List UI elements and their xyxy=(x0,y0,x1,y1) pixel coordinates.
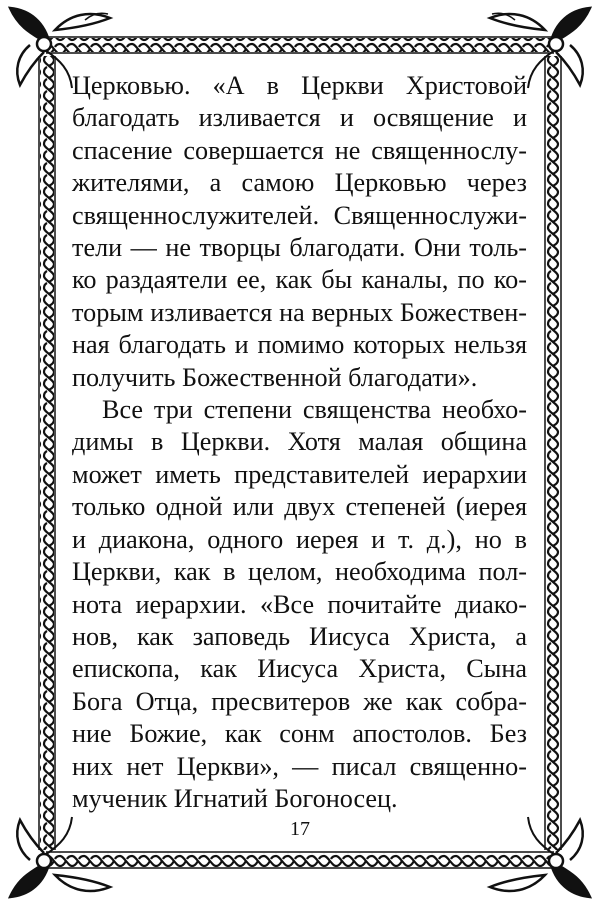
text-line: епископа, как Иисуса Христа, Сына xyxy=(72,654,527,684)
text-line: только одной или двух степеней (иерея xyxy=(72,492,527,522)
text-line: благодать изливается и освящение и xyxy=(72,103,527,133)
text-line: может иметь представителей иерархии xyxy=(72,459,527,489)
text-line: нота иерархии. «Все почитайте диако- xyxy=(72,589,527,619)
text-line: и диакона, одного иерея и т. д.), но в xyxy=(72,524,527,554)
text-line: тели — не творцы благодати. Они толь- xyxy=(72,233,527,263)
body-text xyxy=(72,70,527,815)
text-line: нов, как заповедь Иисуса Христа, а xyxy=(72,621,527,651)
page-number: 17 xyxy=(290,818,310,840)
text-line: димы в Церкви. Хотя малая община xyxy=(72,427,527,457)
text-line: мученик Игнатий Богоносец. xyxy=(72,783,398,813)
text-line: Церковью. «А в Церкви Христовой xyxy=(72,71,527,100)
text-line: жителями, а самою Церковью через xyxy=(72,168,527,198)
rope-right xyxy=(545,56,561,850)
text-line: ние Божие, как сонм апостолов. Без xyxy=(72,719,527,749)
text-line: получить Божественной благодати». xyxy=(72,362,478,392)
rope-left xyxy=(39,56,55,850)
text-line: ная благодать и помимо которых нельзя xyxy=(72,330,527,360)
text-line: Церкви, как в целом, необходима пол- xyxy=(72,557,527,587)
rope-top xyxy=(46,37,554,53)
text-line: ко раздаятели ее, как бы каналы, по ко- xyxy=(72,265,527,295)
rope-bottom xyxy=(46,852,554,868)
text-line: Бога Отца, пресвитеров же как собра- xyxy=(72,686,527,716)
text-line: священнослужителей. Священнослужи- xyxy=(72,200,527,230)
text-line: торым изливается на верных Божествен- xyxy=(72,297,527,327)
text-line: Все три степени священства необхо- xyxy=(102,395,527,425)
text-line: них нет Церкви», — писал священно- xyxy=(72,751,527,781)
text-line: спасение совершается не священнослу- xyxy=(72,135,527,165)
